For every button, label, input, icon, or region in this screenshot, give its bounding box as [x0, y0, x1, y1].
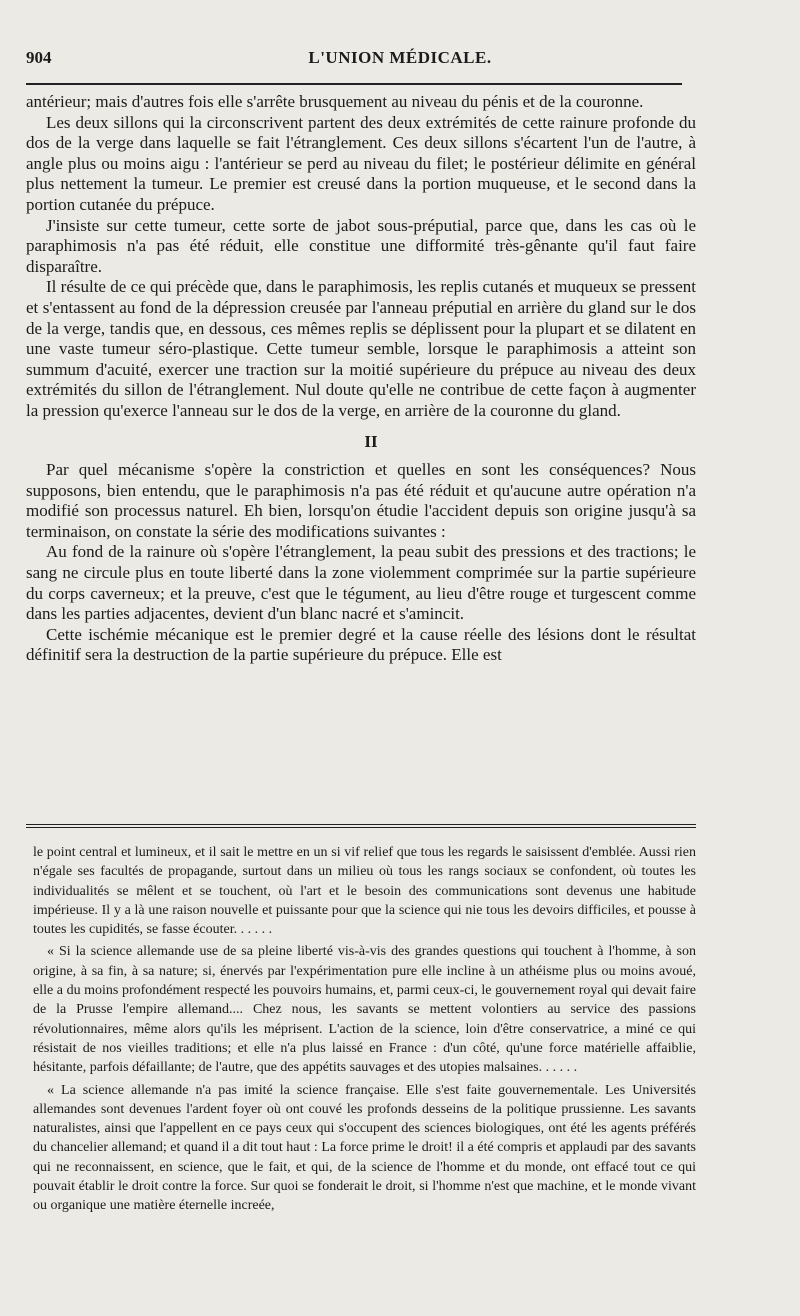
paragraph: Les deux sillons qui la circonscrivent partent des deux extrémités de cette rainure profonde du dos de la verge dans laquelle se fait l'étranglement. Ces deux sillons s'écartent l'un de l'autre, à angle plus ou moins aigu : l'antérieur se perd au niveau du filet; le postérieur délimite en général plus nettement la tumeur. Le premier est creusé dans la portion muqueuse, et le second dans la portion cutanée du prépuce.: [26, 112, 696, 214]
paragraph: Il résulte de ce qui précède que, dans le paraphimosis, les replis cutanés et muqueux se pressent et s'entassent au fond de la dépression creusée par l'anneau préputial en arrière du gland sur le dos de la verge, tandis que, en dessous, ces mêmes replis se déplissent pour la plupart et se dilatent en une vaste tumeur séro-plastique. Cette tumeur semble, lorsque le paraphimosis a atteint son summum d'acuité, exercer une traction sur la moitié supérieure du prépuce au niveau des deux extrémités du sillon de l'étranglement. Nul doute qu'elle ne contribue de cette façon à augmenter la pression qu'exerce l'anneau sur le dos de la verge, en arrière de la couronne du gland.: [26, 277, 696, 420]
page-number: 904: [26, 48, 52, 67]
paragraph: antérieur; mais d'autres fois elle s'arrête brusquement au niveau du pénis et de la couronne.: [26, 92, 644, 111]
paragraph: Cette ischémie mécanique est le premier degré et la cause réelle des lésions dont le résultat définitif sera la destruction de la partie supérieure du prépuce. Elle est: [26, 624, 696, 665]
paragraph: Au fond de la rainure où s'opère l'étranglement, la peau subit des pressions et des tractions; le sang ne circule plus en toute liberté dans la zone violemment comprimée sur la partie supérieure du corps caverneux; et la preuve, c'est que le tégument, au lieu d'être rouge et turgescent comme dans les parties adjacentes, devient d'un blanc nacré et s'amincit.: [26, 542, 696, 624]
footnote-rule: [26, 824, 696, 828]
main-text: [26, 92, 696, 666]
footnote: [33, 843, 696, 1219]
footnote-paragraph: « Si la science allemande use de sa pleine liberté vis-à-vis des grandes questions qui touchent à l'homme, à son origine, à sa fin, à sa nature; si, énervés par l'expérimentation pure elle incline à un athéisme plus ou moins avoué, elle a du moins profondément respecté les pouvoirs humains, et, parmi ceux-ci, le gouvernement royal qui devait faire de la Prusse l'empire allemand.... Chez nous, les savants se mettent volontiers au service des passions révolutionnaires, même alors qu'ils les méprisent. L'action de la science, loin d'être conservatrice, a miné ce qui résistait de nos vieilles traditions; et elle n'a plus laissé en France : d'un côté, qu'une force matérielle affaiblie, hésitante, parfois défaillante; de l'autre, que des appétits sauvages et des utopies malsaines. . . . . .: [33, 944, 696, 1076]
header-rule: [26, 83, 682, 85]
paragraph: J'insiste sur cette tumeur, cette sorte de jabot sous-préputial, parce que, dans les cas où le paraphimosis n'a pas été réduit, elle constitue une difformité très-gênante qu'il faut faire disparaître.: [26, 215, 696, 276]
footnote-paragraph: « La science allemande n'a pas imité la science française. Elle s'est faite gouvernementale. Les Universités allemandes sont devenues l'ardent foyer où ont couvé les profonds desseins de la politique prussienne. Les savants naturalistes, ainsi que l'appellent en ce pays ceux qui s'occupent des sciences biologiques, ont été les agents préférés du chancelier allemand; et quand il a dit tout haut : La force prime le droit! il a été compris et applaudi par des savants qui ne reconnaissent, en science, que le fait, et qui, de la science de l'homme et du monde, ont effacé tout ce qui pouvait établir le droit contre la force. Sur quoi se fonderait le droit, si l'homme n'est que machine, et le monde vivant ou organique une matière éternelle increée,: [33, 1082, 696, 1214]
paragraph: Par quel mécanisme s'opère la constriction et quelles en sont les conséquences? Nous supposons, bien entendu, que le paraphimosis n'a pas été réduit et qu'aucune autre opération n'a modifié son processus naturel. Eh bien, lorsqu'on étudie l'accident depuis son origine jusqu'à sa terminaison, on constate la série des modifications suivantes :: [26, 460, 696, 541]
journal-title: L'UNION MÉDICALE.: [308, 48, 492, 67]
page-header: [26, 48, 714, 74]
section-heading: II: [364, 431, 378, 451]
footnote-paragraph: le point central et lumineux, et il sait le mettre en un si vif relief que tous les regards le saisissent d'emblée. Aussi rien n'égale ses facultés de propagande, surtout dans un milieu où tous les rangs sociaux se confondent, où toutes les individualités se mêlent et se touchent, où l'art et le besoin des communications sont devenus une habitude impérieuse. Il y a là une raison nouvelle et puissante pour que la science qui nie tous les devoirs difficiles, et pousse à toutes les cupidités, se fasse écouter. . . . . .: [33, 845, 696, 938]
